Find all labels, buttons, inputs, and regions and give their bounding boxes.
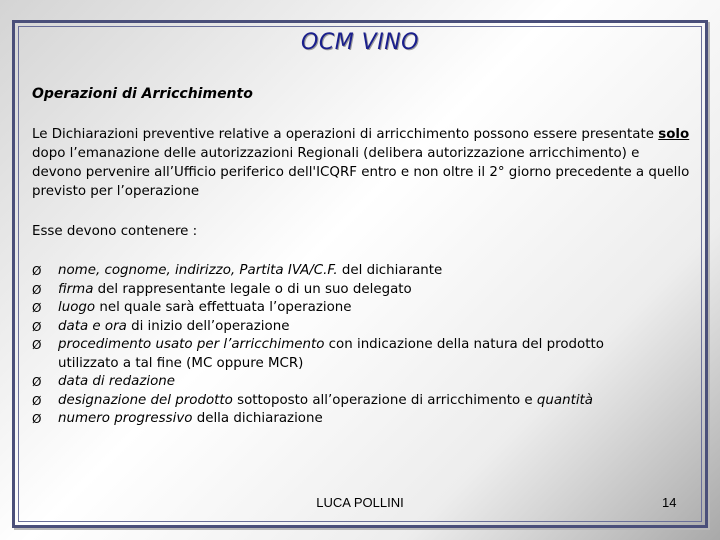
arrow-bullet-icon: Ø — [32, 393, 42, 408]
slide-title: OCM VINO — [301, 30, 419, 55]
list-item: Ø numero progressivo della dichiarazione — [32, 410, 692, 429]
list-item: Ø data di redazione — [32, 373, 692, 392]
arrow-bullet-icon: Ø — [32, 338, 42, 352]
requirements-list — [32, 262, 692, 429]
footer-author: LUCA POLLINI — [316, 495, 404, 510]
list-intro: Esse devono contenere : — [32, 224, 198, 239]
list-item: Ø nome, cognome, indirizzo, Partita IVA/C.F. del dichiarante — [32, 262, 692, 281]
list-item: Ø data e ora di inizio dell’operazione — [32, 318, 692, 337]
arrow-bullet-icon: Ø — [32, 301, 42, 315]
arrow-bullet-icon: Ø — [32, 264, 42, 278]
slide-subtitle: Operazioni di Arricchimento — [32, 86, 253, 102]
page-number: 14 — [662, 495, 677, 510]
body-paragraph — [32, 125, 692, 201]
paragraph-text-1: Le Dichiarazioni preventive relative a operazioni di arricchimento possono essere presentate — [32, 127, 659, 142]
list-item: Ø designazione del prodotto sottoposto all’operazione di arricchimento e quantità — [32, 392, 692, 411]
arrow-bullet-icon: Ø — [32, 282, 42, 297]
list-item: Ø procedimento usato per l’arricchimento con indicazione della natura del prodotto utilizzato a tal fine (MC oppure MCR) — [32, 337, 604, 371]
arrow-bullet-icon: Ø — [32, 412, 42, 426]
paragraph-text-2: dopo l’emanazione delle autorizzazioni Regionali (delibera autorizzazione arricchimento) e devono pervenire all’Ufficio periferico dell'ICQRF entro e non oltre il 2° giorno precedente a quello previsto per l’operazione — [32, 146, 690, 199]
list-item: Ø luogo nel quale sarà effettuata l’operazione — [32, 299, 692, 318]
arrow-bullet-icon: Ø — [32, 375, 42, 389]
paragraph-emphasis: solo — [658, 127, 690, 142]
list-item: Ø firma del rappresentante legale o di un suo delegato — [32, 281, 692, 300]
arrow-bullet-icon: Ø — [32, 319, 42, 334]
